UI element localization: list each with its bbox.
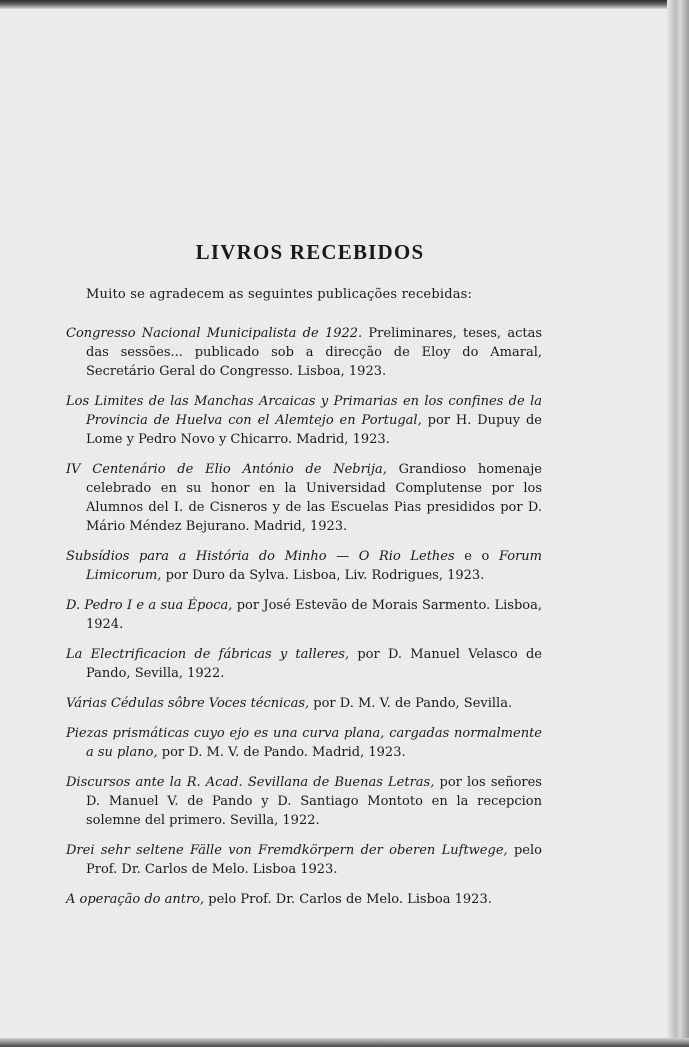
book-title-secondary: Forum Limicorum, [86,549,542,583]
page-top-edge [0,0,689,9]
book-details: por los señores D. Manuel V. de Pando y D. Santiago Montoto en la recepcion solemne del primero. Sevilla, 1922. [86,775,542,828]
book-title: La Electrificacion de fábricas y talleres, [66,647,350,662]
book-title: Subsídios para a História do Minho — O Rio Lethes [66,549,455,564]
book-entry-1 [66,324,542,381]
page-title: LIVROS RECEBIDOS [195,240,425,264]
book-title: Várias Cédulas sôbre Voces técnicas, [66,696,310,711]
book-title: A operação do antro, [66,892,205,907]
book-entry-3 [66,460,542,536]
book-entry-8 [66,724,542,762]
book-details: Grandioso homenaje celebrado en su honor en la Universidad Complutense por los Alumnos del I. de Cisneros y de las Escuelas Pias presididos por D. Mário Méndez Bejurano. Madrid, 1923. [86,462,542,534]
book-entry-11 [66,890,542,909]
book-title: Los Limites de las Manchas Arcaicas y Primarias en los confines de la Provincia de Huelva con el Alemtejo en Portugal, [66,394,542,428]
book-details: pelo Prof. Dr. Carlos de Melo. Lisboa 1923. [86,843,542,877]
book-title: Drei sehr seltene Fälle von Fremdkörpern der oberen Luftwege, [66,843,508,858]
book-details: Preliminares, teses, actas das sessões... publicado sob a direcção de Eloy do Amaral, Secretário Geral do Congresso. Lisboa, 1923. [86,326,542,379]
book-title: D. Pedro I e a sua Época, [66,598,233,613]
book-details: por Duro da Sylva. Lisboa, Liv. Rodrigues, 1923. [161,568,485,583]
book-entry-2 [66,392,542,449]
book-details: por José Estevão de Morais Sarmento. Lisboa, 1924. [86,598,542,632]
book-details: pelo Prof. Dr. Carlos de Melo. Lisboa 1923. [204,892,492,907]
page-right-edge [667,0,689,1047]
book-connector: e o [454,549,499,564]
page-content [66,240,542,920]
book-entry-10 [66,841,542,879]
book-entry-5 [66,596,542,634]
book-title: Discursos ante la R. Acad. Sevillana de Buenas Letras, [66,775,435,790]
page-bottom-edge [0,1038,689,1047]
book-title: IV Centenário de Elio António de Nebrija, [66,462,387,477]
book-details: por D. M. V. de Pando. Madrid, 1923. [157,745,406,760]
intro-text: Muito se agradecem as seguintes publicações recebidas: [86,287,473,302]
book-details: por D. M. V. de Pando, Sevilla. [309,696,513,711]
book-entry-9 [66,773,542,830]
book-entry-6 [66,645,542,683]
book-title: Piezas prismáticas cuyo ejo es una curva plana, cargadas normalmente a su plano, [66,726,542,760]
book-title: Congresso Nacional Municipalista de 1922. [66,326,363,341]
book-entry-7 [66,694,542,713]
book-details: por H. Dupuy de Lome y Pedro Novo y Chicarro. Madrid, 1923. [86,413,542,447]
book-entry-4 [66,547,542,585]
book-details: por D. Manuel Velasco de Pando, Sevilla, 1922. [86,647,542,681]
